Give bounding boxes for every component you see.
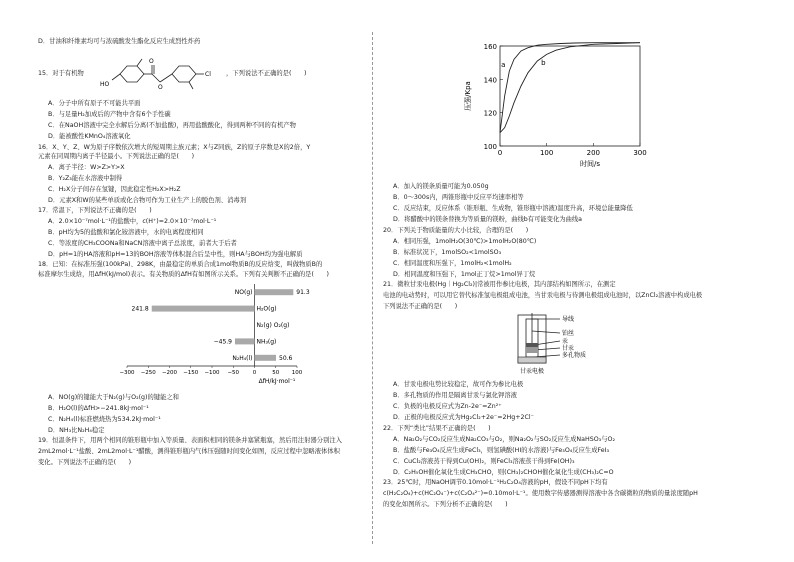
q22-option-b: B．盐酸与Fe₃O₄反应生成FeCl₃，则氢碘酸(HI的水溶液)与Fe₃O₄反应生成FeI₃ bbox=[393, 447, 610, 454]
x-tick-label: 0 bbox=[497, 149, 503, 157]
category-label: NO(g) bbox=[234, 289, 253, 297]
q21-stem-3: 下列说法不正确的是( ) bbox=[383, 303, 458, 310]
q21-stem-2: 电池的电动势时，可以用它替代标准氢电极组成电池，当甘汞电极与待测电极组成电池时，以ZnCl₂溶液中构成电极 bbox=[383, 292, 703, 299]
q18-stem-1: 18．已知：在标准压强(100kPa)、298K，由最稳定的单质合成1mol物质B的反应焓变，叫做物质B的 bbox=[38, 261, 323, 268]
value-label: 241.8 bbox=[131, 305, 149, 313]
q21-option-a: A．甘汞电极电势比较稳定，故可作为参比电极 bbox=[393, 381, 524, 388]
series-label-a: a bbox=[501, 61, 506, 69]
x-tick-label: 0 bbox=[252, 370, 257, 376]
q15-option-b: B．与足量H₂加成后的产物中含有6个手性碳 bbox=[48, 111, 171, 118]
q15-option-a: A．分子中所有原子不可能共平面 bbox=[48, 100, 141, 107]
benzene-ring-2 bbox=[172, 66, 196, 82]
x-tick-label: 50 bbox=[272, 370, 280, 376]
q16-option-d: D．元素X和W的某些单质或化合物可作为工业生产上的脱色剂、消毒剂 bbox=[48, 197, 246, 204]
q15-option-d: D．能被酸性KMnO₄溶液氧化 bbox=[48, 133, 131, 140]
q19-stem-1: 19．恒温条件下，用两个相同的锥形瓶中加入等质量、表面积相同的镁条并塞紧瓶塞，然后用注射器分别注入 bbox=[38, 437, 342, 444]
q22-stem: 22．下列“类比”结果不正确的是( ) bbox=[383, 425, 491, 432]
label-mercury: 汞 bbox=[562, 338, 569, 345]
bar bbox=[255, 289, 294, 295]
x-tick-label: −150 bbox=[183, 370, 199, 376]
q21-option-d: D．正极的电极反应式为Hg₂Cl₂+2e⁻=2Hg+2Cl⁻ bbox=[393, 414, 534, 421]
q16-option-b: B．Y₂Z₃能在水溶液中制得 bbox=[48, 175, 123, 182]
y-tick-label: 120 bbox=[483, 109, 497, 118]
enthalpy-bar-chart bbox=[105, 280, 310, 390]
x-tick-label: 200 bbox=[586, 149, 601, 157]
value-label: 91.3 bbox=[296, 289, 310, 297]
q16-stem-2: 元素在同周期内离子半径最小。下列说法正确的是( ) bbox=[38, 153, 195, 160]
series-line-b bbox=[500, 43, 640, 133]
q18-option-c: C．N₂H₄(l)标准燃烧热为534.2kJ·mol⁻¹ bbox=[48, 416, 161, 423]
q16-option-c: C．H₂X分子间存在氢键，因此稳定性H₂X>H₂Z bbox=[48, 186, 181, 193]
plot-frame bbox=[500, 46, 640, 146]
label-platinum: 铂丝 bbox=[562, 330, 575, 337]
q20-option-d: D．相同温度和压强下，1mol正丁烷>1mol异丁烷 bbox=[393, 271, 536, 278]
category-label: H₂O(g) bbox=[256, 305, 277, 313]
electrode-caption: 甘汞电极 bbox=[520, 368, 545, 375]
mercury-layer bbox=[526, 343, 538, 347]
q15-stem-b: ，下列说法不正确的是( ) bbox=[226, 70, 307, 77]
q18-option-d: D．NH₃比N₂H₄稳定 bbox=[48, 427, 105, 434]
q18-option-b: B．H₂O(l)的ΔfH>−241.8kJ·mol⁻¹ bbox=[48, 405, 149, 412]
x-tick-label: 300 bbox=[633, 149, 647, 157]
x-axis-label: ΔfH/kJ·mol⁻¹ bbox=[258, 378, 296, 385]
y-tick-label: 160 bbox=[483, 43, 497, 51]
q23-stem-2: c(H₂C₂O₄)+c(HC₂O₄⁻)+c(C₂O₄²⁻)=0.10mol·L⁻¹。使用数字传感器测得溶液中各含碳微粒的物质的量浓度随pH bbox=[383, 490, 698, 497]
bar bbox=[255, 355, 277, 361]
value-label: −45.9 bbox=[213, 338, 232, 346]
y-tick-label: 100 bbox=[483, 143, 497, 151]
q20-option-b: B．标准状况下，1molSO₂<1molSO₃ bbox=[393, 249, 502, 256]
category-label: N₂(g) O₂(g) bbox=[256, 322, 290, 329]
x-axis-label: 时间/s bbox=[579, 160, 601, 168]
q19-stem-2: 2mL2mol·L⁻¹盐酸、2mL2mol·L⁻¹醋酸，测得锥形瓶内气体压强随时间变化如图，反应过程中忽略液体体积 bbox=[38, 448, 340, 455]
q22-option-c: C．CuCl₂溶液蒸干得到Cu(OH)₂，则FeCl₃溶液蒸干得到Fe(OH)₃ bbox=[393, 458, 575, 465]
x-tick-label: −300 bbox=[119, 370, 135, 376]
calomel-electrode-diagram bbox=[505, 313, 625, 375]
q23-stem-3: 的变化如图所示。下列分析不正确的是( ) bbox=[383, 501, 508, 508]
q19-option-b: B．0～300s内，两锥形瓶中反应平均速率相等 bbox=[393, 194, 524, 201]
struct-o-label-2: O bbox=[158, 84, 163, 91]
q21-stem-1: 21．微粒甘汞电极(Hg｜Hg₂Cl₂)|常被用作参比电极，其内部结构如图所示，在测定 bbox=[383, 281, 616, 288]
series-line-a bbox=[500, 43, 640, 133]
porous-material bbox=[518, 357, 546, 363]
q23-stem-1: 23．25℃时，用NaOH调节0.10mol·L⁻¹H₂C₂O₄溶液的pH，假设不同pH下均有 bbox=[383, 479, 608, 486]
y-tick-label: 140 bbox=[483, 76, 497, 85]
q17-option-b: B．pH均为5的盐酸和氯化铵溶液中，水的电离程度相同 bbox=[48, 229, 204, 236]
q18-stem-2: 标准摩尔生成焓，用ΔfH(kJ/mol)表示。有关物质的ΔfH有如图所示关系。下列有关判断不正确的是( ) bbox=[38, 271, 329, 278]
q16-stem-1: 16．X、Y、Z、W为原子序数依次增大的短周期主族元素；X与Z同族，Z的原子序数是X的2倍，Y bbox=[38, 144, 311, 151]
label-calomel: 甘汞 bbox=[562, 345, 575, 352]
value-label: 50.6 bbox=[279, 354, 293, 362]
category-label: NH₃(g) bbox=[256, 338, 277, 346]
q21-option-c: C．负极的电极反应式为Zn-2e⁻=Zn²⁺ bbox=[393, 403, 502, 410]
q19-stem-3: 变化。下列说法不正确的是( ) bbox=[38, 459, 132, 466]
struct-ho-label: HO bbox=[100, 81, 110, 88]
q17-option-d: D．pH=1的HA溶液和pH=13的BOH溶液等体积混合后呈中性，则HA与BOH均为强电解质 bbox=[48, 251, 303, 258]
x-tick-label: 100 bbox=[539, 149, 554, 157]
q19-option-d: D．将醋酸中的镁条替换为等质量的镁粉，曲线b有可能变化为曲线a bbox=[393, 216, 583, 223]
q18-option-a: A．NO(g)的键能大于N₂(g)与O₂(g)的键能之和 bbox=[48, 394, 179, 401]
struct-cl-label: Cl bbox=[205, 71, 211, 78]
category-label: N₂H₄(l) bbox=[232, 354, 253, 362]
q20-stem: 20．下列关于物质能量的大小比较，合理的是( ) bbox=[383, 227, 529, 234]
x-tick-label: −100 bbox=[204, 370, 220, 376]
q16-option-a: A．离子半径：W>Z>Y>X bbox=[48, 164, 125, 171]
label-porous: 多孔物质 bbox=[562, 352, 587, 359]
x-tick-label: −250 bbox=[140, 370, 156, 376]
bar bbox=[152, 306, 255, 312]
benzene-ring-1 bbox=[120, 66, 144, 82]
q15-option-c: C．在NaOH溶液中完全水解后分离(不加盐酸)，再用盐酸酸化，得到两种不同的有机产物 bbox=[48, 122, 296, 129]
label-wire: 导线 bbox=[562, 316, 575, 323]
q20-option-c: C．相同温度和压强下，1molH₂<1molH₂ bbox=[393, 260, 512, 267]
x-tick-label: −50 bbox=[227, 370, 240, 376]
q15-structure bbox=[100, 54, 225, 94]
q14-option-d: D．甘油和纤维素均可与浓硫酸发生酯化反应生成烈性炸药 bbox=[38, 38, 201, 45]
x-tick-label: −200 bbox=[161, 370, 178, 376]
calomel-layer bbox=[526, 347, 538, 353]
q17-option-c: C．等浓度的CH₃COONa和NaCN溶液中离子总浓度，前者大于后者 bbox=[48, 240, 237, 247]
q20-option-a: A．相同压强，1molH₂O(30℃)>1molH₂O(80℃) bbox=[393, 238, 537, 245]
x-tick-label: 100 bbox=[291, 370, 303, 376]
q19-option-a: A．加入的镁条质量可能为0.050g bbox=[393, 183, 489, 190]
bar bbox=[235, 338, 255, 344]
pressure-time-chart bbox=[460, 38, 650, 178]
q22-option-a: A．Na₂O₂与CO₂反应生成Na₂CO₃与O₂，则Na₂O₂与SO₂反应生成NaHSO₃与O₂ bbox=[393, 436, 615, 443]
column-divider bbox=[372, 32, 373, 544]
series-label-b: b bbox=[541, 59, 546, 67]
q19-option-c: C．反应结束，反应体系（锥形瓶、生成物，锥形瓶中溶液)温度升高，环境总能量降低 bbox=[393, 205, 633, 212]
struct-o-label: O bbox=[149, 58, 154, 65]
q22-option-d: D．C₂H₅OH催化氧化生成CH₃CHO，则(CH₃)₂CHOH催化氧化生成(CH₃)₂C=O bbox=[393, 469, 614, 476]
q21-option-b: B．多孔物质的作用是隔离甘汞与氯化钾溶液 bbox=[393, 392, 517, 399]
y-axis-label: 压强/Kpa bbox=[464, 81, 472, 111]
q15-stem-a: 15．对于有机物 bbox=[38, 70, 84, 77]
q17-stem: 17．常温下，下列说法不正确的是( ) bbox=[38, 207, 152, 214]
q17-option-a: A．2.0×10⁻⁷mol·L⁻¹的盐酸中，c(H⁺)=2.0×10⁻⁷mol·L⁻¹ bbox=[48, 218, 217, 225]
